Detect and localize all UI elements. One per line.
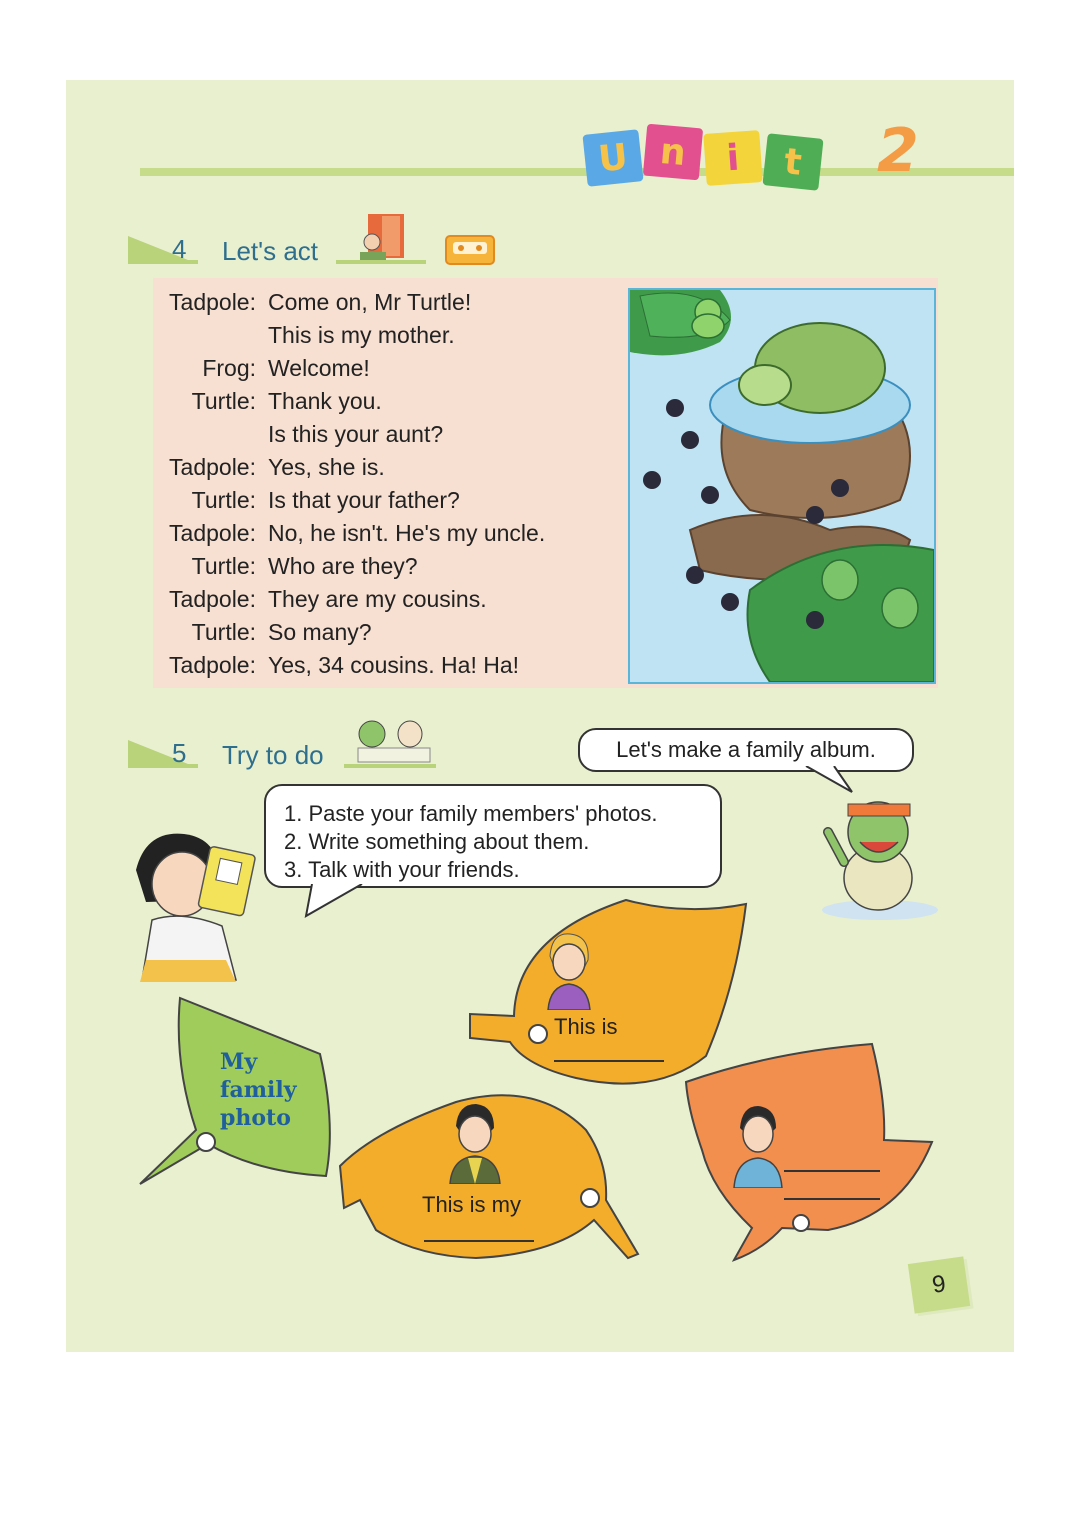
punch-hole [580, 1188, 600, 1208]
speaker: Tadpole: [169, 289, 256, 315]
unit-letter-tile [762, 133, 823, 191]
instruction-step: 3. Talk with your friends. [284, 857, 520, 882]
leaf-word: photo [220, 1105, 291, 1131]
unit-number: 2 [877, 116, 921, 186]
bubble-tail [302, 884, 372, 920]
unit-letter: t [782, 140, 804, 184]
line-text: Yes, she is. [268, 454, 385, 480]
punch-hole [792, 1214, 810, 1232]
section-number: 4 [172, 234, 187, 264]
answer-blank [784, 1170, 880, 1172]
cassette-icon [444, 234, 496, 266]
speaker: Turtle: [191, 487, 256, 513]
man-portrait-icon [732, 1104, 784, 1188]
answer-blank [424, 1240, 534, 1242]
speaker: Frog: [202, 355, 256, 381]
leaf-word: family [220, 1077, 297, 1103]
section-underline [128, 260, 198, 264]
unit-title [581, 118, 961, 198]
instruction-step: 1. Paste your family members' photos. [284, 801, 658, 826]
speaker: Tadpole: [169, 520, 256, 546]
line-text: This is my mother. [268, 322, 455, 348]
speaker: Tadpole: [169, 652, 256, 678]
leaf-top-text: This is [554, 1014, 618, 1039]
boy-portrait-icon [446, 1102, 504, 1184]
page-number: 9 [908, 1256, 970, 1313]
section-underline [128, 764, 198, 768]
punch-hole [196, 1132, 216, 1152]
speaker: Turtle: [191, 619, 256, 645]
unit-letter-tile [582, 129, 643, 187]
unit-letter: U [596, 136, 630, 180]
coral-leaf-shape [682, 1040, 938, 1270]
unit-letter-tile [643, 124, 703, 181]
line-text: Is that your father? [268, 487, 460, 513]
leaf-word: My [220, 1049, 258, 1075]
turtle-bubble-text: Let's make a family album. [616, 737, 876, 762]
pond-illustration [628, 288, 936, 684]
reading-characters-icon [348, 714, 438, 766]
unit-letter-tile [703, 130, 762, 186]
line-text: Who are they? [268, 553, 418, 579]
line-text: Yes, 34 cousins. Ha! Ha! [268, 652, 520, 678]
line-text: So many? [268, 619, 372, 645]
speaker: Tadpole: [169, 454, 256, 480]
section-title: Let's act [222, 236, 319, 266]
answer-blank [554, 1060, 664, 1062]
unit-letter: n [658, 130, 688, 174]
line-text: They are my cousins. [268, 586, 487, 612]
instruction-step: 2. Write something about them. [284, 829, 590, 854]
girl-portrait-icon [542, 932, 596, 1010]
turtle-character-icon [818, 792, 942, 922]
green-leaf-label [220, 1048, 297, 1132]
punch-hole [528, 1024, 548, 1044]
textbook-page [66, 80, 1014, 1352]
speaker: Turtle: [191, 388, 256, 414]
instructions-bubble [264, 784, 722, 888]
unit-letter: i [725, 137, 741, 179]
dialogue [66, 286, 626, 686]
speaker: Turtle: [191, 553, 256, 579]
line-text: Is this your aunt? [268, 421, 444, 447]
speaker: Tadpole: [169, 586, 256, 612]
pond-scene-icon [630, 290, 934, 682]
theater-curtain-icon [356, 212, 408, 262]
line-text: Welcome! [268, 355, 370, 381]
line-text: Thank you. [268, 388, 382, 414]
section-title: Try to do [222, 740, 324, 770]
leaf-bottom-text: This is my [422, 1192, 521, 1217]
line-text: Come on, Mr Turtle! [268, 289, 472, 315]
line-text: No, he isn't. He's my uncle. [268, 520, 546, 546]
girl-holding-album-icon [126, 830, 266, 985]
section-number: 5 [172, 738, 187, 768]
answer-blank [784, 1198, 880, 1200]
